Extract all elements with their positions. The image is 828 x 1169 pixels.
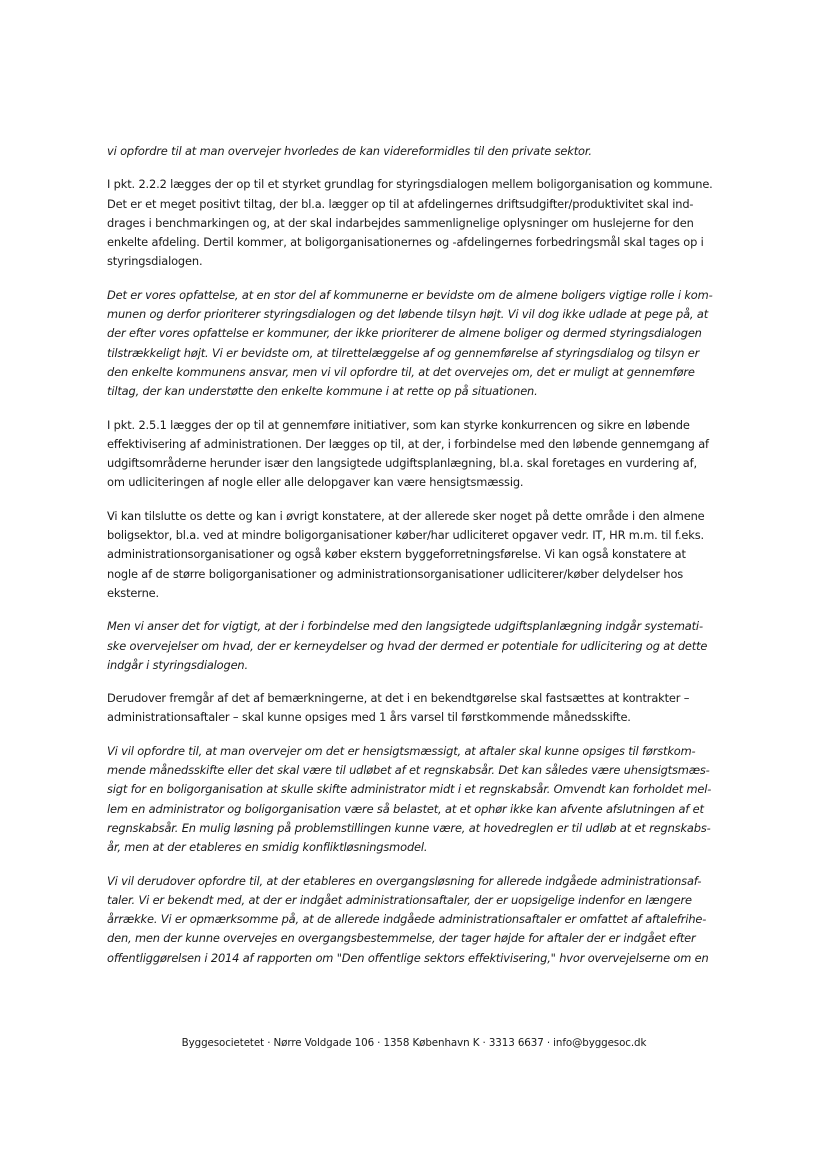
text-line: udgiftsområderne herunder især den langsigtede udgiftsplanlægning, bl.a. skal foretages en vurdering af,: [107, 456, 697, 471]
text-line: styringsdialogen.: [107, 254, 203, 269]
text-line: mende månedsskifte eller det skal være til udløbet af et regnskabsår. Det kan således være uhensigtsmæs-: [107, 763, 710, 778]
paragraph: [107, 416, 719, 493]
text-line: enkelte afdeling. Dertil kommer, at boligorganisationernes og -afdelingernes forbedringsmål skal tages op i: [107, 235, 704, 250]
text-line: den, men der kunne overvejes en overgangsbestemmelse, der tager højde for aftaler der er indgået efter: [107, 931, 696, 946]
text-line: sigt for en boligorganisation at skulle skifte administrator midt i et regnskabsår. Omvendt kan forholdet mel-: [107, 782, 712, 797]
text-line: tilstrækkeligt højt. Vi er bevidste om, at tilrettelæggelse af og gennemførelse af styringsdialog og tilsyn er: [107, 345, 700, 360]
page-footer: Byggesocietetet · Nørre Voldgade 106 · 1358 København K · 3313 6637 · info@byggesoc.dk: [181, 1037, 647, 1049]
text-line: eksterne.: [107, 585, 159, 600]
text-line: I pkt. 2.2.2 lægges der op til et styrket grundlag for styringsdialogen mellem boligorganisation og kommune.: [107, 177, 713, 192]
paragraph: [107, 286, 719, 402]
text-line: ske overvejelser om hvad, der er kerneydelser og hvad der dermed er potentiale for udlicitering og at dette: [107, 638, 708, 653]
text-line: om udliciteringen af nogle eller alle delopgaver kan være hensigtsmæssig.: [107, 475, 524, 490]
text-line: tiltag, der kan understøtte den enkelte kommune i at rette op på situationen.: [107, 384, 538, 399]
text-line: taler. Vi er bekendt med, at der er indgået administrationsaftaler, der er uopsigelige indenfor en længere: [107, 892, 692, 907]
paragraph: [107, 507, 719, 603]
paragraph: [107, 872, 719, 968]
text-line: Det er vores opfattelse, at en stor del af kommunerne er bevidste om de almene boligers vigtige rolle i kom-: [107, 287, 713, 302]
paragraph: [107, 617, 719, 675]
paragraph: [107, 689, 719, 728]
text-line: Vi vil derudover opfordre til, at der etableres en overgangsløsning for allerede indgåede administrationsaf-: [107, 873, 702, 888]
text-line: administrationsaftaler – skal kunne opsiges med 1 års varsel til førstkommende månedsskifte.: [107, 710, 631, 725]
text-line: år, men at der etableres en smidig konfliktløsningsmodel.: [107, 840, 428, 855]
text-line: administrationsorganisationer og også køber ekstern byggeforretningsførelse. Vi kan også konstatere at: [107, 547, 686, 562]
text-line: nogle af de større boligorganisationer og administrationsorganisationer udliciterer/køber delydelser hos: [107, 566, 684, 581]
text-line: der efter vores opfattelse er kommuner, der ikke prioriterer de almene boliger og dermed styringsdialogen: [107, 326, 702, 341]
text-line: effektivisering af administrationen. Der lægges op til, at der, i forbindelse med den løbende gennemgang af: [107, 436, 709, 451]
text-line: Det er et meget positivt tiltag, der bl.a. lægger op til at afdelingernes driftsudgifter/produktivitet skal ind-: [107, 196, 694, 211]
paragraph: [107, 142, 719, 161]
text-line: årrække. Vi er opmærksomme på, at de allerede indgåede administrationsaftaler er omfattet af aftalefrihe-: [107, 912, 707, 927]
text-line: munen og derfor prioriterer styringsdialogen og det løbende tilsyn højt. Vi vil dog ikke udlade at pege på, at: [107, 307, 709, 322]
text-line: I pkt. 2.5.1 lægges der op til at gennemføre initiativer, som kan styrke konkurrencen og sikre en løbende: [107, 417, 690, 432]
text-line: drages i benchmarkingen og, at der skal indarbejdes sammenlignelige oplysninger om huslejerne for den: [107, 215, 694, 230]
text-line: boligsektor, bl.a. ved at mindre boligorganisationer køber/har udliciteret opgaver vedr. IT, HR m.m. til f.eks.: [107, 528, 704, 543]
text-line: indgår i styringsdialogen.: [107, 657, 248, 672]
text-line: lem en administrator og boligorganisation være så belastet, at et ophør ikke kan afvente afslutningen af et: [107, 801, 704, 816]
text-line: Vi kan tilslutte os dette og kan i øvrigt konstatere, at der allerede sker noget på dette område i den almene: [107, 508, 705, 523]
text-line: offentliggørelsen i 2014 af rapporten om "Den offentlige sektors effektivisering," hvor overvejelserne om en: [107, 950, 709, 965]
text-line: Derudover fremgår af det af bemærkningerne, at det i en bekendtgørelse skal fastsættes at kontrakter –: [107, 691, 690, 706]
paragraph: [107, 742, 719, 858]
text-line: Men vi anser det for vigtigt, at der i forbindelse med den langsigtede udgiftsplanlægning indgår systemati-: [107, 619, 703, 634]
text-line: vi opfordre til at man overvejer hvorledes de kan videreformidles til den private sektor.: [107, 144, 592, 158]
text-line: den enkelte kommunens ansvar, men vi vil opfordre til, at det overvejes om, det er muligt at gennemføre: [107, 364, 695, 379]
paragraph: [107, 175, 719, 271]
text-line: regnskabsår. En mulig løsning på problemstillingen kunne være, at hovedreglen er til udløb at et regnskabs-: [107, 820, 711, 835]
letter-body: [107, 142, 719, 982]
text-line: Vi vil opfordre til, at man overvejer om det er hensigtsmæssigt, at aftaler skal kunne opsiges til førstkom-: [107, 743, 696, 758]
